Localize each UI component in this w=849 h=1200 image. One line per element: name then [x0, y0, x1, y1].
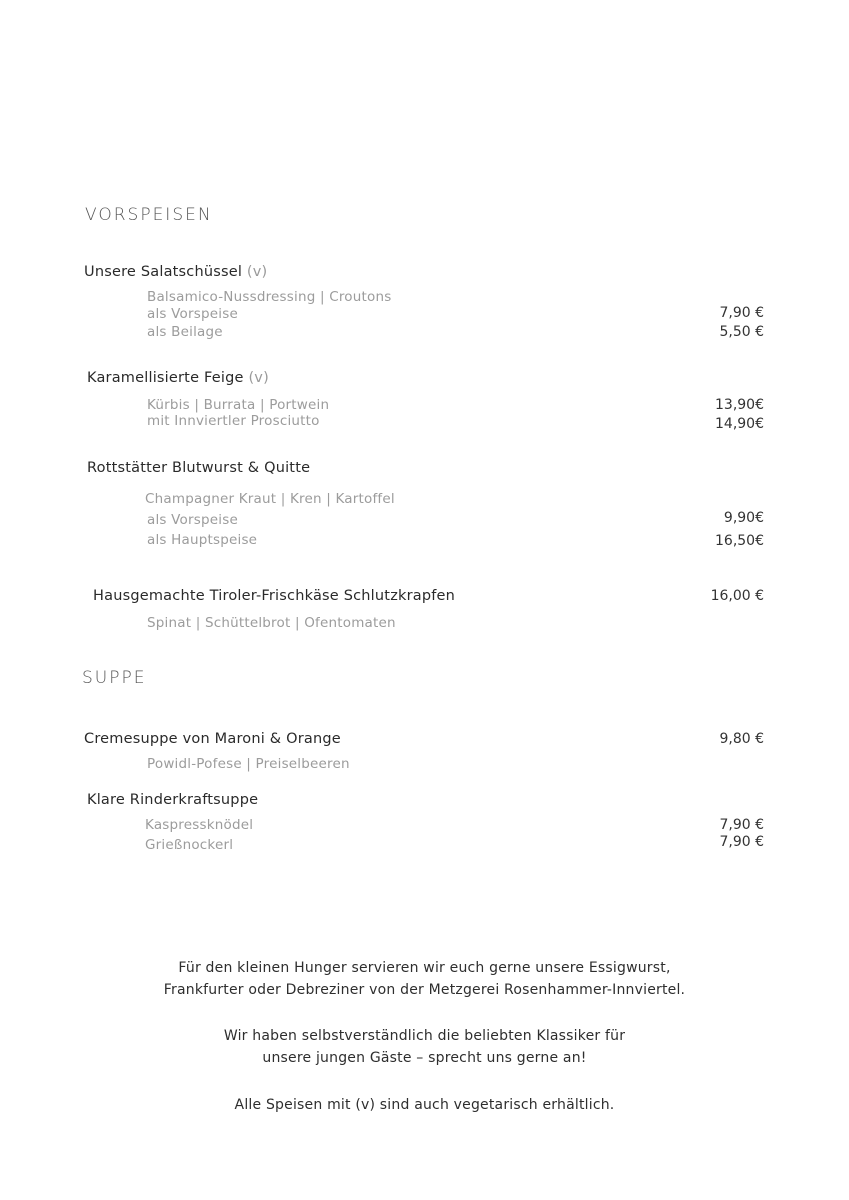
- section-title-vorspeisen: VORSPEISEN: [85, 205, 213, 225]
- dish-description: Spinat | Schüttelbrot | Ofentomaten: [147, 615, 396, 631]
- dish-option: Grießnockerl: [145, 837, 234, 853]
- footer-note-vegetarian: Alle Speisen mit (v) sind auch vegetarisch erhältlich.: [234, 1097, 615, 1113]
- price: 7,90 €: [719, 817, 764, 833]
- footer-note: Für den kleinen Hunger servieren wir euch gerne unsere Essigwurst,: [178, 960, 671, 976]
- dish-option: als Hauptspeise: [147, 532, 258, 548]
- dish-option: mit Innviertler Prosciutto: [147, 413, 320, 429]
- price: 13,90€: [715, 397, 764, 413]
- section-title-suppe: SUPPE: [82, 668, 147, 688]
- footer-note: Wir haben selbstverständlich die beliebten Klassiker für: [223, 1028, 626, 1044]
- vegetarian-marker: (v): [246, 264, 268, 280]
- price: 9,90€: [723, 510, 764, 526]
- dish-description: Balsamico-Nussdressing | Croutons: [147, 289, 392, 305]
- footer-note: unsere jungen Gäste – sprecht uns gerne an!: [262, 1050, 587, 1066]
- vegetarian-marker: (v): [248, 370, 269, 386]
- dish-option: als Vorspeise: [147, 306, 238, 322]
- price: 16,50€: [715, 533, 764, 549]
- price: 5,50 €: [719, 324, 764, 340]
- dish-feige: [87, 370, 269, 386]
- dish-schlutzkrapfen: [93, 588, 455, 604]
- price: 16,00 €: [710, 588, 764, 604]
- dish-salatschuessel: [84, 264, 267, 280]
- dish-option: als Beilage: [147, 324, 223, 340]
- price: 14,90€: [715, 416, 764, 432]
- dish-option: als Vorspeise: [147, 512, 238, 528]
- price: 7,90 €: [719, 305, 764, 321]
- dish-blutwurst: [87, 460, 310, 476]
- dish-rinderkraftsuppe: [87, 792, 258, 808]
- price: 9,80 €: [719, 731, 764, 747]
- dish-name: Karamellisierte Feige: [87, 370, 244, 386]
- dish-name: Cremesuppe von Maroni & Orange: [84, 731, 341, 747]
- footer-note: Frankfurter oder Debreziner von der Metzgerei Rosenhammer-Innviertel.: [163, 982, 686, 998]
- dish-name: Hausgemachte Tiroler-Frischkäse Schlutzkrapfen: [93, 588, 456, 604]
- dish-name: Rottstätter Blutwurst & Quitte: [87, 460, 311, 476]
- dish-description: Champagner Kraut | Kren | Kartoffel: [145, 491, 395, 507]
- dish-description: Powidl-Pofese | Preiselbeeren: [147, 756, 350, 772]
- price: 7,90 €: [719, 834, 764, 850]
- dish-name: Klare Rinderkraftsuppe: [87, 792, 259, 808]
- dish-name: Unsere Salatschüssel: [84, 264, 243, 280]
- dish-description: Kürbis | Burrata | Portwein: [147, 397, 330, 413]
- dish-cremesuppe: [84, 731, 341, 747]
- dish-option: Kaspressknödel: [145, 817, 254, 833]
